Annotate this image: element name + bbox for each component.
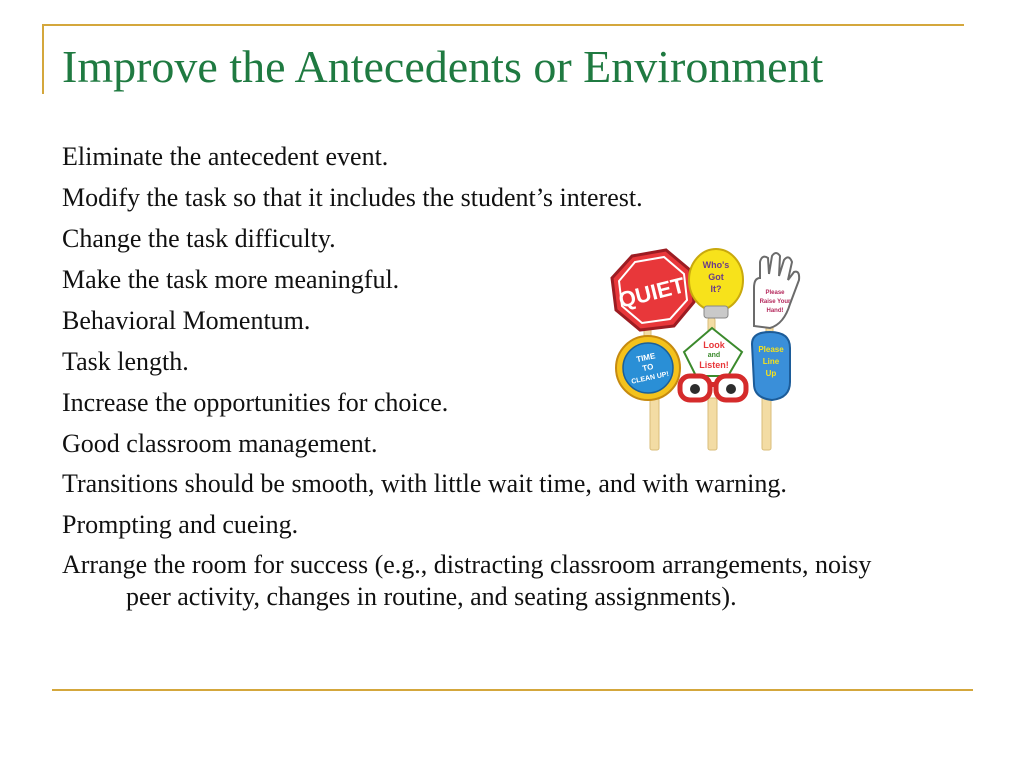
bullet-item: Make the task more meaningful. [62,265,400,294]
whos-got-it-line3: It? [710,284,722,294]
look-and-listen-glasses-sign [680,328,746,400]
whos-got-it-line2: Got [708,272,724,282]
bullet-item: Transitions should be smooth, with little wait time, and with warning. [62,469,787,498]
title-frame-top-rule [42,24,964,26]
raise-hand-line2: Raise Your [759,299,791,305]
whos-got-it-lightbulb-sign [689,249,743,318]
clean-up-line2: TO [641,361,655,374]
bullet-item: Change the task difficulty. [62,224,336,253]
line-up-line2: Line [762,357,780,366]
please-line-up-sign [752,332,790,400]
time-to-clean-up-clock-sign [616,336,680,400]
quiet-stop-sign [612,250,694,330]
raise-hand-sign [754,253,799,328]
bullet-item: Eliminate the antecedent event. [62,142,389,171]
bullet-item: Task length. [62,347,189,376]
raise-hand-line1: Please [765,290,785,296]
line-up-line1: Please [758,345,784,354]
clean-up-line1: TIME [635,351,657,365]
bullet-item: Modify the task so that it includes the student’s interest. [62,183,643,212]
clean-up-line3: CLEAN UP! [630,370,670,386]
look-listen-line2: and [707,352,721,359]
whos-got-it-line1: Who's [702,260,730,270]
bullet-item: Good classroom management. [62,429,378,458]
bullet-item: Arrange the room for success (e.g., distracting classroom arrangements, noisy peer activity, changes in routine, and seating assignments). [62,550,872,611]
line-up-line3: Up [765,369,777,378]
title-frame-left-rule [42,24,44,94]
look-listen-line3: Listen! [699,360,729,370]
bullet-item: Behavioral Momentum. [62,306,311,335]
look-listen-line1: Look [703,340,725,350]
slide-title: Improve the Antecedents or Environment [62,41,824,92]
quiet-sign-text: QUIET [615,272,688,313]
bottom-rule [52,689,973,691]
bullet-item: Increase the opportunities for choice. [62,388,449,417]
bullet-item: Prompting and cueing. [62,510,299,539]
classroom-signs-clipart [604,248,814,453]
raise-hand-line3: Hand! [766,308,784,314]
